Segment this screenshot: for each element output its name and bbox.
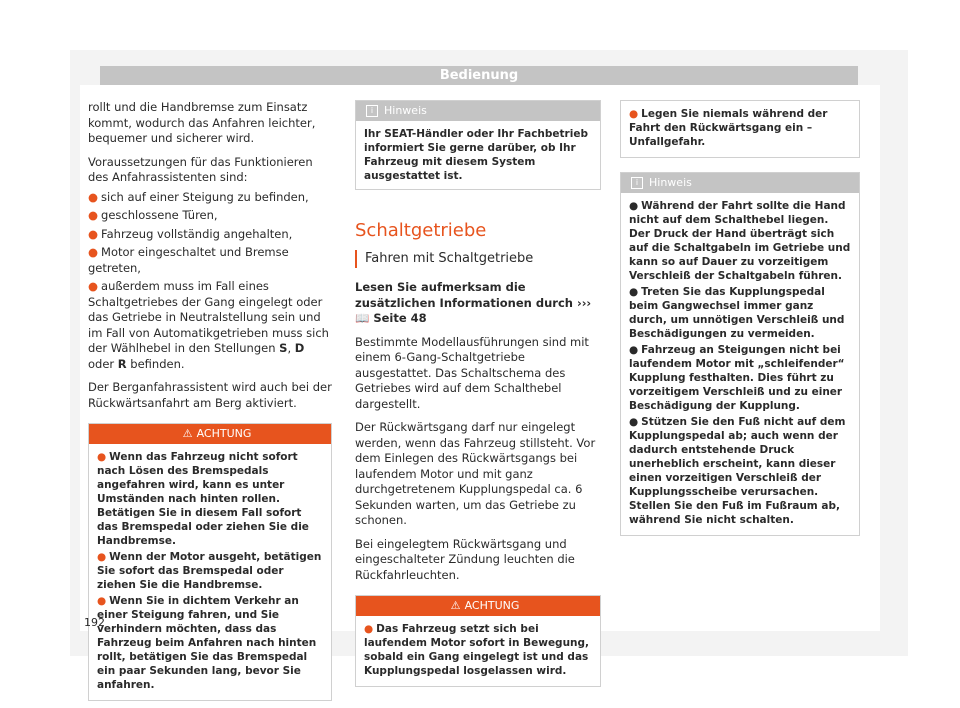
note-item: ● Stützen Sie den Fuß nicht auf dem Kupplungspedal ab; auch wenn der dadurch entstehende Druck unerheblich erscheint, kann dieser einen vorzeitigen Verschleiß der Kupplungsscheibe verursachen. Stellen Sie den Fuß im Fußraum ab, während Sie nicht schalten. [629,416,846,526]
note-box [620,172,860,536]
note-body: Ihr SEAT-Händler oder Ihr Fachbetrieb informiert Sie gerne darüber, ob Ihr Fahrzeug mit diesem System ausgestattet ist. [364,128,588,182]
note-header: i Hinweis [356,101,600,121]
warning-item: ● Wenn der Motor ausgeht, betätigen Sie sofort das Bremspedal oder ziehen Sie die Handbremse. [97,551,322,591]
warning-triangle-icon: ⚠ [182,427,193,440]
warning-box-continued [620,100,860,158]
list-item: ● außerdem muss im Fall eines Schaltgetriebes der Gang eingelegt oder das Getriebe in Neutralstellung sein und im Fall von Automatikgetrieben muss sich der Wählhebel in den Stellungen S, D oder R befinden. [88,279,329,371]
book-icon: 📖 [355,311,370,325]
warning-triangle-icon: ⚠ [450,599,461,612]
section-heading: Schaltgetriebe [355,220,487,241]
page-header: Bedienung [100,66,858,85]
info-icon: i [366,105,378,117]
list-item: ● Motor eingeschaltet und Bremse getreten, [88,245,289,275]
list-item: ● sich auf einer Steigung zu befinden, [88,189,309,204]
warning-header: ⚠ ACHTUNG [89,424,331,444]
section-subheading: Fahren mit Schaltgetriebe [355,250,601,268]
warning-item: ● Das Fahrzeug setzt sich bei laufendem Motor sofort in Bewegung, sobald ein Gang eingelegt ist und das Kupplungspedal losgelassen wird. [364,623,590,677]
warning-body [356,616,600,686]
paragraph: Bei eingelegtem Rückwärtsgang und eingeschalteter Zündung leuchten die Rückfahrleuchten. [355,536,575,582]
warning-body [621,101,859,157]
paragraph: Der Berganfahrassistent wird auch bei der Rückwärtsanfahrt am Berg aktiviert. [88,380,332,410]
column-right [620,100,860,536]
warning-body [89,444,331,700]
list-item: ● Fahrzeug vollständig angehalten, [88,226,293,241]
note-header: i Hinweis [621,173,859,193]
bullet-icon: ● [88,208,99,222]
page-reference-link[interactable]: Seite 48 [373,311,427,325]
bullet-icon: ● [88,279,99,293]
warning-item: ● Legen Sie niemals während der Fahrt den Rückwärtsgang ein – Unfallgefahr. [629,108,828,148]
requirements-list [88,190,332,373]
page-number: 192 [84,616,105,629]
bullet-icon: ● [88,226,99,241]
paragraph: Bestimmte Modellausführungen sind mit einem 6-Gang-Schaltgetriebe ausgestattet. Das Schaltschema des Getriebes wird auf dem Schalthebel dargestellt. [355,334,589,411]
paragraph: rollt und die Handbremse zum Einsatz kommt, wodurch das Anfahren leichter, bequemer und sicherer wird. [88,100,316,145]
bullet-icon: ● [88,245,99,259]
note-box [355,100,601,190]
column-left [88,100,332,701]
note-item: ● Während der Fahrt sollte die Hand nicht auf dem Schalthebel liegen. Der Druck der Hand überträgt sich auf die Schaltgabeln im Getriebe und kann so auf Dauer zu vorzeitigem Verschleiß der Schaltgabeln führen. [629,200,851,282]
paragraph: Der Rückwärtsgang darf nur eingelegt werden, wenn das Fahrzeug stillsteht. Vor dem Einlegen des Rückwärtsgangs bei laufendem Motor und mit ganz durchgetretenem Kupplungspedal ca. 6 Sekunden warten, um das Getriebe zu schonen. [355,420,596,527]
intro-paragraph: Lesen Sie aufmerksam die zusätzlichen Informationen durch ››› 📖 Seite 48 [355,280,592,325]
bullet-icon: ● [88,189,99,204]
column-middle [355,100,601,687]
info-icon: i [631,177,643,189]
list-item: ● geschlossene Türen, [88,208,218,222]
note-body [621,193,859,535]
paragraph: Voraussetzungen für das Funktionieren des Anfahrassistenten sind: [88,154,313,184]
warning-item: ● Wenn das Fahrzeug nicht sofort nach Lösen des Bremspedals angefahren wird, kann es unter Umständen nach hinten rollen. Betätigen Sie in diesem Fall sofort das Bremspedal oder ziehen Sie die Handbremse. [97,451,309,547]
note-item: ● Treten Sie das Kupplungspedal beim Gangwechsel immer ganz durch, um unnötigen Verschleiß und Beschädigungen zu vermeiden. [629,286,845,340]
warning-item: ● Wenn Sie in dichtem Verkehr an einer Steigung fahren, und Sie verhindern möchten, dass das Fahrzeug beim Anfahren nach hinten rollt, betätigen Sie das Bremspedal ein paar Sekunden lang, bevor Sie anfahren. [97,595,317,691]
warning-box [355,595,601,687]
warning-header: ⚠ ACHTUNG [356,596,600,616]
note-item: ● Fahrzeug an Steigungen nicht bei laufendem Motor mit „schleifender“ Kupplung festhalten. Dies führt zu vorzeitigem Verschleiß und zu einer Beschädigung der Kupplung. [629,344,845,412]
warning-box [88,423,332,701]
